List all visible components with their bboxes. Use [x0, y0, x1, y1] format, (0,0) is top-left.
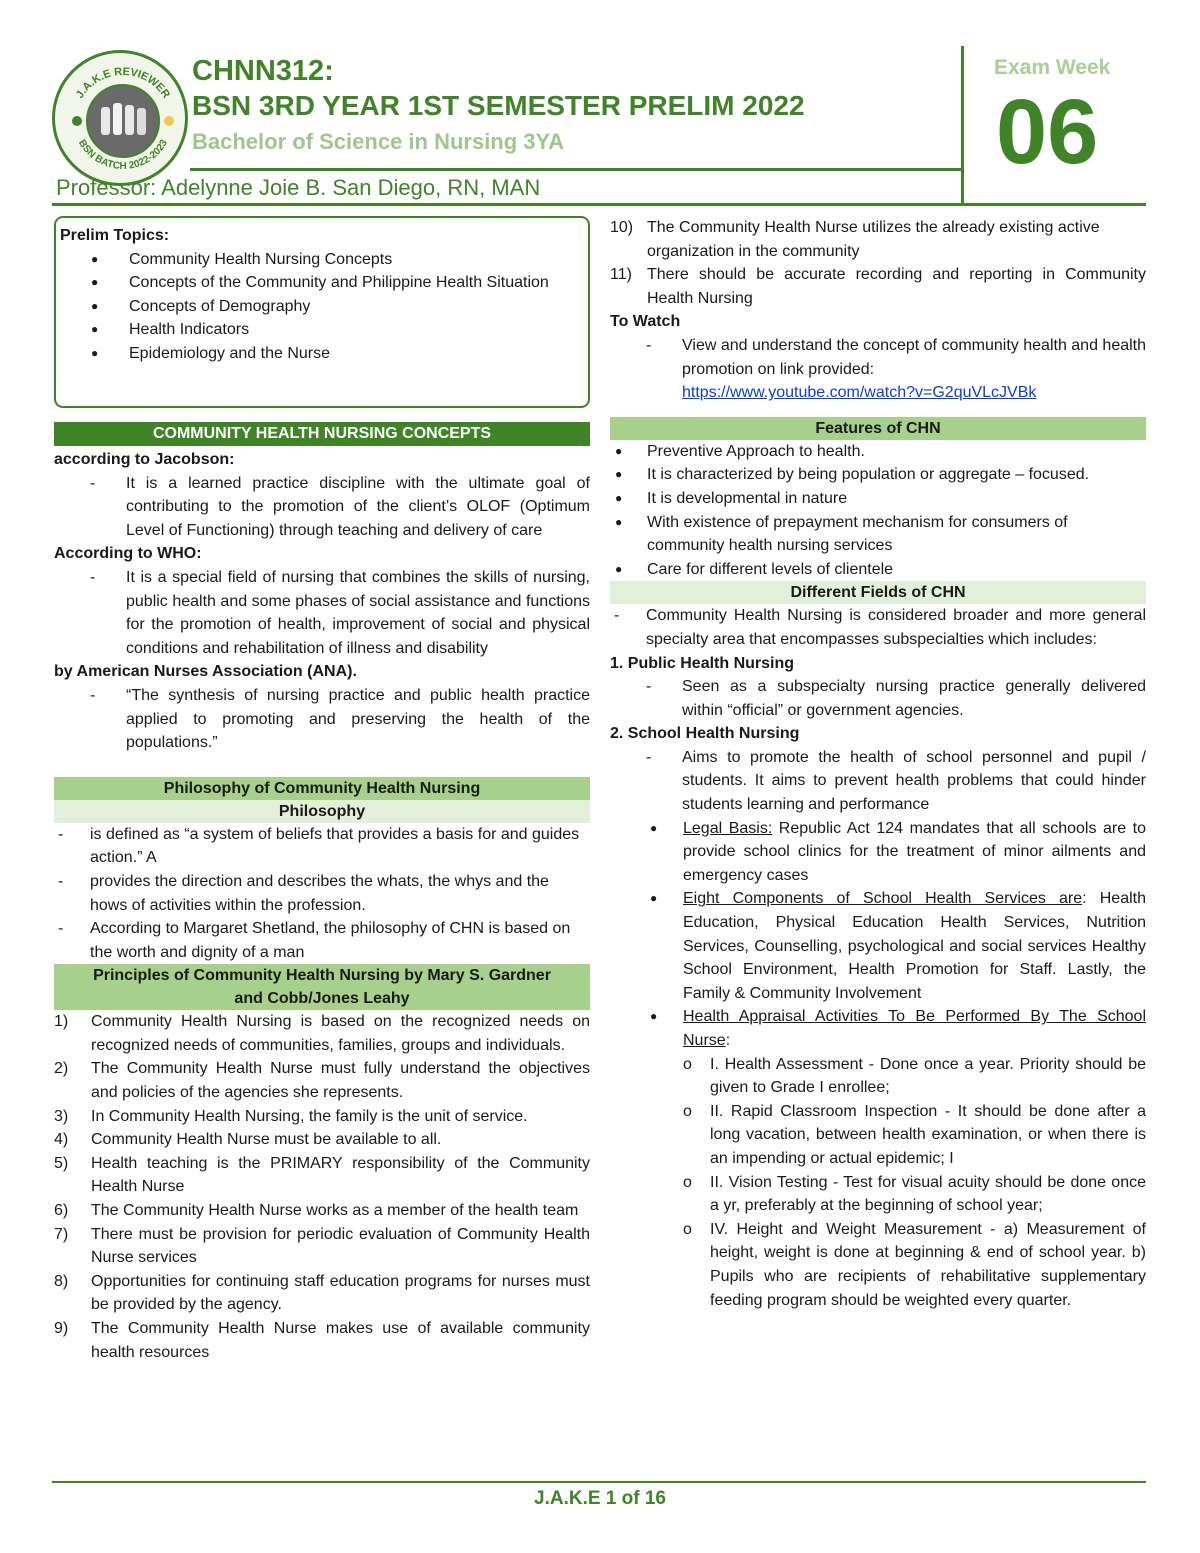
- list-item: - provides the direction and describes the whats, the whys and the hows of activities within the profession.: [54, 870, 590, 917]
- list-item: 4) Community Health Nurse must be available to all.: [54, 1131, 442, 1149]
- legal-basis-item: ● Legal Basis: Republic Act 124 mandates that all schools are to provide school clinics for the treatment of minor ailments and emergency cases: [610, 817, 1146, 888]
- list-item: ● Preventive Approach to health.: [610, 440, 1146, 464]
- to-watch-label: To Watch: [610, 313, 681, 331]
- public-health-nursing-label: 1. Public Health Nursing: [610, 654, 795, 672]
- fields-intro: - Community Health Nursing is considered broader and more general specialty area that encompasses subspecialties which includes:: [610, 604, 1146, 651]
- list-item: o I. Health Assessment - Done once a year. Priority should be given to Grade I enrollee;: [610, 1053, 1146, 1100]
- list-item: ● Health Indicators: [60, 318, 578, 342]
- list-item: o IV. Height and Weight Measurement - a) Measurement of height, weight is done at beginning & end of school year. b) Pupils who are recipients of rehabilitative supplementary feeding program should be weighted every quarter.: [610, 1218, 1146, 1312]
- list-item: 10) The Community Health Nurse utilizes the already existing active organization in the community: [610, 219, 1100, 260]
- document-title: BSN 3RD YEAR 1ST SEMESTER PRELIM 2022: [192, 90, 805, 121]
- who-label: According to WHO:: [54, 545, 202, 563]
- reviewer-logo: [52, 50, 188, 186]
- section-heading-philosophy: Philosophy of Community Health Nursing: [54, 777, 590, 800]
- who-definition: - It is a special field of nursing that combines the skills of nursing, public health and some phases of social assistance and functions for the promotion of health, improvement of social and physical conditions and rehabilitation of illness and disability: [54, 566, 590, 660]
- list-item: ● Epidemiology and the Nurse: [60, 342, 578, 366]
- list-item: 1) Community Health Nursing is based on the recognized needs on recognized needs of communities, families, groups and individuals.: [54, 1013, 590, 1054]
- list-item: 11) There should be accurate recording and reporting in Community Health Nursing: [610, 266, 1146, 307]
- list-item: 8) Opportunities for continuing staff education programs for nurses must be provided by the agency.: [54, 1272, 590, 1314]
- logo-text-bottom: BSN BATCH 2022-2023: [75, 137, 170, 172]
- list-item: ● Community Health Nursing Concepts: [60, 248, 578, 272]
- list-item: 6) The Community Health Nurse works as a member of the health team: [54, 1202, 579, 1220]
- page-footer: J.A.K.E 1 of 16: [534, 1488, 666, 1509]
- section-heading-chn-concepts: COMMUNITY HEALTH NURSING CONCEPTS: [54, 422, 590, 446]
- prelim-topics-box: [54, 216, 590, 408]
- header-vertical-divider: [961, 46, 964, 206]
- list-item: 7) There must be provision for periodic evaluation of Community Health Nurse services: [54, 1225, 590, 1267]
- section-heading-features: Features of CHN: [610, 417, 1146, 440]
- list-item: ● Concepts of the Community and Philippine Health Situation: [60, 271, 578, 295]
- list-item: - is defined as “a system of beliefs that provides a basis for and guides action.” A: [54, 823, 590, 870]
- list-item: ● It is developmental in nature: [610, 487, 1146, 511]
- professor-name: Professor: Adelynne Joie B. San Diego, RN, MAN: [56, 175, 541, 200]
- public-health-nursing-text: - Seen as a subspecialty nursing practice generally delivered within “official” or government agencies.: [610, 675, 1146, 722]
- list-item: o II. Rapid Classroom Inspection - It should be done after a long vacation, between health examination, or when there is an impending or actual epidemic; I: [610, 1100, 1146, 1171]
- health-appraisal-item: ● Health Appraisal Activities To Be Performed By The School Nurse:: [610, 1005, 1146, 1052]
- exam-week-label: Exam Week: [994, 56, 1111, 79]
- list-item: 5) Health teaching is the PRIMARY responsibility of the Community Health Nurse: [54, 1154, 590, 1196]
- list-item: 9) The Community Health Nurse makes use of available community health resources: [54, 1320, 590, 1361]
- course-code: CHNN312:: [192, 55, 334, 87]
- list-item: ● Care for different levels of clientele: [610, 558, 1146, 582]
- list-item: - According to Margaret Shetland, the philosophy of CHN is based on the worth and dignity of a man: [54, 917, 590, 964]
- list-item: ● With existence of prepayment mechanism for consumers of community health nursing services: [610, 511, 1146, 558]
- prelim-topics-list: [60, 248, 578, 366]
- list-item: o II. Vision Testing - Test for visual acuity should be done once a yr, preferably at the beginning of school year;: [610, 1171, 1146, 1218]
- jacobson-label: according to Jacobson:: [54, 451, 235, 468]
- youtube-link[interactable]: https://www.youtube.com/watch?v=G2quVLcJVBk: [682, 384, 1037, 402]
- list-item: ● Concepts of Demography: [60, 295, 578, 319]
- ana-definition: - “The synthesis of nursing practice and public health practice applied to promoting and preserving the health of the populations.”: [54, 684, 590, 755]
- header-divider: [190, 168, 961, 171]
- list-item: ● It is characterized by being population or aggregate – focused.: [610, 463, 1146, 487]
- logo-emblem-icon: [55, 53, 191, 189]
- school-health-nursing-text: - Aims to promote the health of school personnel and pupil / students. It aims to prevent health problems that could hinder students learning and performance: [610, 746, 1146, 817]
- right-column: [610, 216, 1146, 1312]
- list-item: 3) In Community Health Nursing, the family is the unit of service.: [54, 1107, 528, 1125]
- section-heading-principles: Principles of Community Health Nursing by Mary S. Gardner and Cobb/Jones Leahy: [54, 964, 590, 1010]
- section-heading-fields: Different Fields of CHN: [610, 581, 1146, 604]
- footer-divider: [52, 1481, 1146, 1483]
- eight-components-item: ● Eight Components of School Health Services are: Health Education, Physical Education Health Services, Nutrition Services, Counselling, psychological and social services Healthy School Environment, Health Promotion for Staff. Lastly, the Family & Community Involvement: [610, 887, 1146, 1005]
- list-item: 2) The Community Health Nurse must fully understand the objectives and policies of the agencies she represents.: [54, 1060, 590, 1102]
- ana-label: by American Nurses Association (ANA).: [54, 663, 357, 681]
- exam-week-number: 06: [996, 81, 1099, 183]
- document-subtitle: Bachelor of Science in Nursing 3YA: [192, 129, 565, 154]
- prelim-topics-heading: Prelim Topics:: [60, 227, 170, 244]
- subheading-philosophy: Philosophy: [54, 800, 590, 823]
- school-health-nursing-label: 2. School Health Nursing: [610, 725, 800, 743]
- logo-text-top: J.A.K.E REVIEWER: [73, 65, 173, 101]
- left-column: [54, 216, 590, 1364]
- jacobson-definition: - It is a learned practice discipline with the ultimate goal of contributing to the promotion of the client’s OLOF (Optimum Level of Functioning) through teaching and delivery of care: [54, 472, 590, 543]
- header-bottom-divider: [52, 203, 1146, 206]
- to-watch-text: - View and understand the concept of community health and health promotion on link provided: https://www.youtube.com/watch?v=G2quVLcJVBk: [610, 334, 1146, 405]
